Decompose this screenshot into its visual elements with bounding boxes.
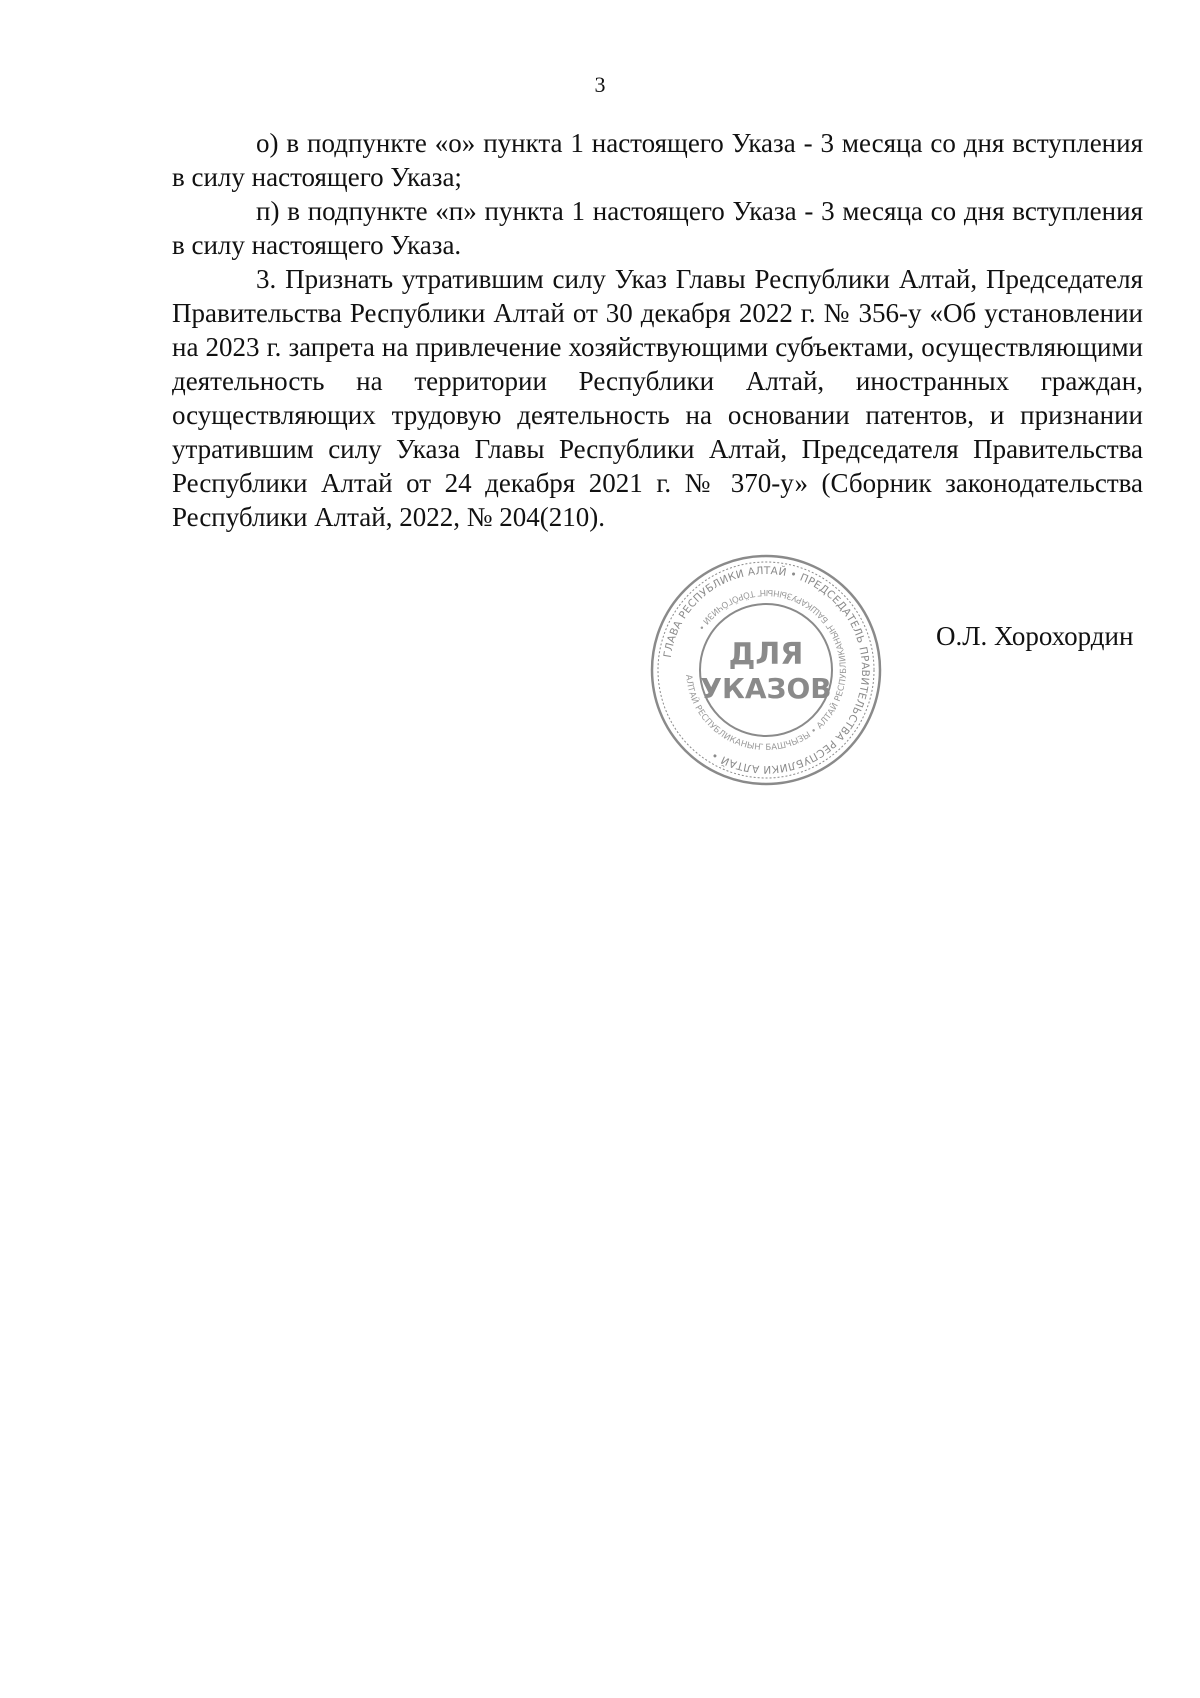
seal-center-line-2: УКАЗОВ: [700, 672, 832, 705]
signatory-name: О.Л. Хорохордин: [936, 621, 1134, 651]
seal-inner-ring-text: АЛТАЙ РЕСПУБЛИКАНЫҤ БАШЧЫЗЫ • АЛТАЙ РЕСПУБЛИКАНЫҤ БАШКАРУЗЫНЫҤ ТӦРӦГӦЧИЗИ •: [683, 586, 850, 754]
official-seal-stamp: [648, 552, 884, 788]
page-number: 3: [594, 72, 606, 97]
paragraph-item-p: п) в подпункте «п» пункта 1 настоящего Указа - 3 месяца со дня вступления в силу настоящего Указа.: [172, 196, 1143, 260]
seal-center-line-1: ДЛЯ: [728, 637, 804, 672]
paragraph-item-o: о) в подпункте «о» пункта 1 настоящего Указа - 3 месяца со дня вступления в силу настоящего Указа;: [172, 128, 1143, 192]
paragraph-clause-3: 3. Признать утратившим силу Указ Главы Республики Алтай, Председателя Правительства Республики Алтай от 30 декабря 2022 г. № 356-у «Об установлении на 2023 г. запрета на привлечение хозяйствующими субъектами, осуществляющими деятельность на территории Республики Алтай, иностранных граждан, осуществляющих трудовую деятельность на основании патентов, и признании утратившим силу Указа Главы Республики Алтай, Председателя Правительства Республики Алтай от 24 декабря 2021 г. № 370-у» (Сборник законодательства Республики Алтай, 2022, № 204(210).: [172, 264, 1143, 532]
document-body: [172, 126, 1143, 534]
seal-outer-ring-text: ГЛАВА РЕСПУБЛИКИ АЛТАЙ • ПРЕДСЕДАТЕЛЬ ПРАВИТЕЛЬСТВА РЕСПУБЛИКИ АЛТАЙ •: [661, 564, 872, 776]
